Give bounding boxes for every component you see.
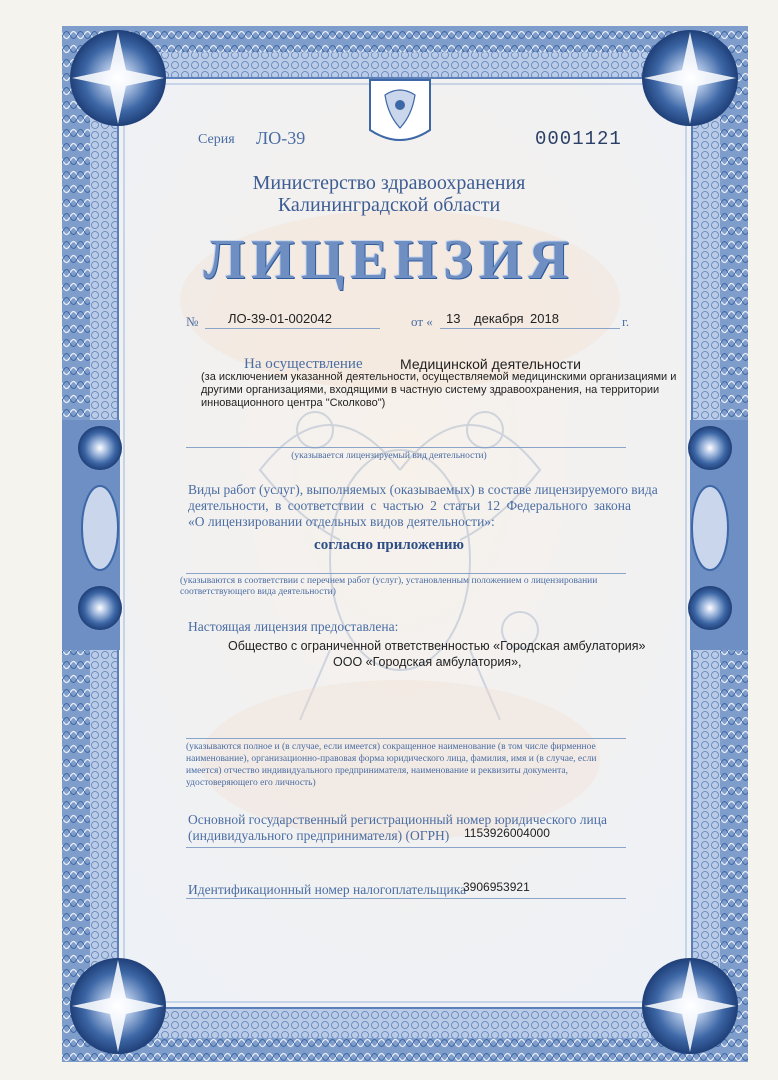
inn-label: Идентификационный номер налогоплательщика [188, 882, 467, 897]
works-hint-line-1: (указываются в соответствии с перечнем работ (услуг), установленным положением о лицензировании [180, 576, 598, 586]
serial-number: 0001121 [535, 128, 622, 150]
inn-value: 3906953921 [463, 880, 530, 894]
date-from-label: от « [411, 314, 433, 329]
works-text-line-1: Виды работ (услуг), выполняемых (оказываемых) в составе лицензируемого вида [188, 482, 658, 497]
date-underline [440, 328, 620, 329]
date-month: декабря [474, 311, 524, 326]
works-underline [186, 573, 626, 574]
ministry-line-2: Калининградской области [277, 194, 501, 216]
inn-underline [186, 898, 626, 899]
date-year-suffix: г. [622, 314, 630, 329]
page-title: ЛИЦЕНЗИЯ [203, 229, 575, 291]
licensee-full-name: Общество с ограниченной ответственностью «Городская амбулатория» [228, 639, 646, 653]
date-day: 13 [446, 311, 461, 326]
activity-underline [186, 447, 626, 448]
ogrn-label-line-2: (индивидуального предпринимателя) (ОГРН) [188, 828, 450, 843]
licensee-short-name: ООО «Городская амбулатория», [333, 655, 522, 669]
series-label: Серия [198, 132, 235, 147]
licensee-label: Настоящая лицензия предоставлена: [188, 619, 399, 634]
activity-label: На осуществление [244, 356, 363, 372]
activity-exclusion-line-1: (за исключением указанной деятельности, осуществляемой медицинскими организациями и [201, 371, 677, 383]
number-label: № [186, 314, 199, 329]
works-text-line-2: деятельности, в соответствии с частью 2 статьи 12 Федерального закона [188, 498, 632, 513]
number-underline [205, 328, 380, 329]
licensee-hint-line-2: наименование), организационно-правовая форма юридического лица, фамилия, имя и (в случае, если [186, 754, 597, 764]
works-hint-line-2: соответствующего вида деятельности) [180, 587, 336, 597]
activity-exclusion-line-2: другими организациями, входящими в частную систему здравоохранения, на территории [201, 384, 660, 396]
activity-value: Медицинской деятельности [400, 356, 581, 372]
licensee-underline [186, 738, 626, 739]
activity-exclusion-line-3: инновационного центра "Сколково") [201, 397, 386, 409]
licensee-hint-line-3: имеется) отчество индивидуального предпринимателя, наименование и реквизиты документа, [186, 766, 568, 776]
licensee-hint-line-4: удостоверяющего его личность) [186, 778, 316, 788]
license-number: ЛО-39-01-002042 [228, 311, 332, 326]
licensee-hint-line-1: (указываются полное и (в случае, если имеется) сокращенное наименование (в том числе фирменное [186, 742, 596, 752]
works-value: согласно приложению [314, 537, 464, 553]
ministry-line-1: Министерство здравоохранения [252, 172, 526, 194]
activity-hint: (указывается лицензируемый вид деятельности) [291, 451, 487, 461]
top-emblem-icon [370, 80, 430, 140]
ogrn-value: 1153926004000 [464, 826, 550, 840]
date-year: 2018 [530, 311, 559, 326]
ogrn-underline [186, 847, 626, 848]
works-text-line-3: «О лицензировании отдельных видов деятельности»: [188, 514, 495, 529]
series-value: ЛО-39 [256, 128, 306, 148]
ogrn-label-line-1: Основной государственный регистрационный номер юридического лица [188, 812, 607, 827]
